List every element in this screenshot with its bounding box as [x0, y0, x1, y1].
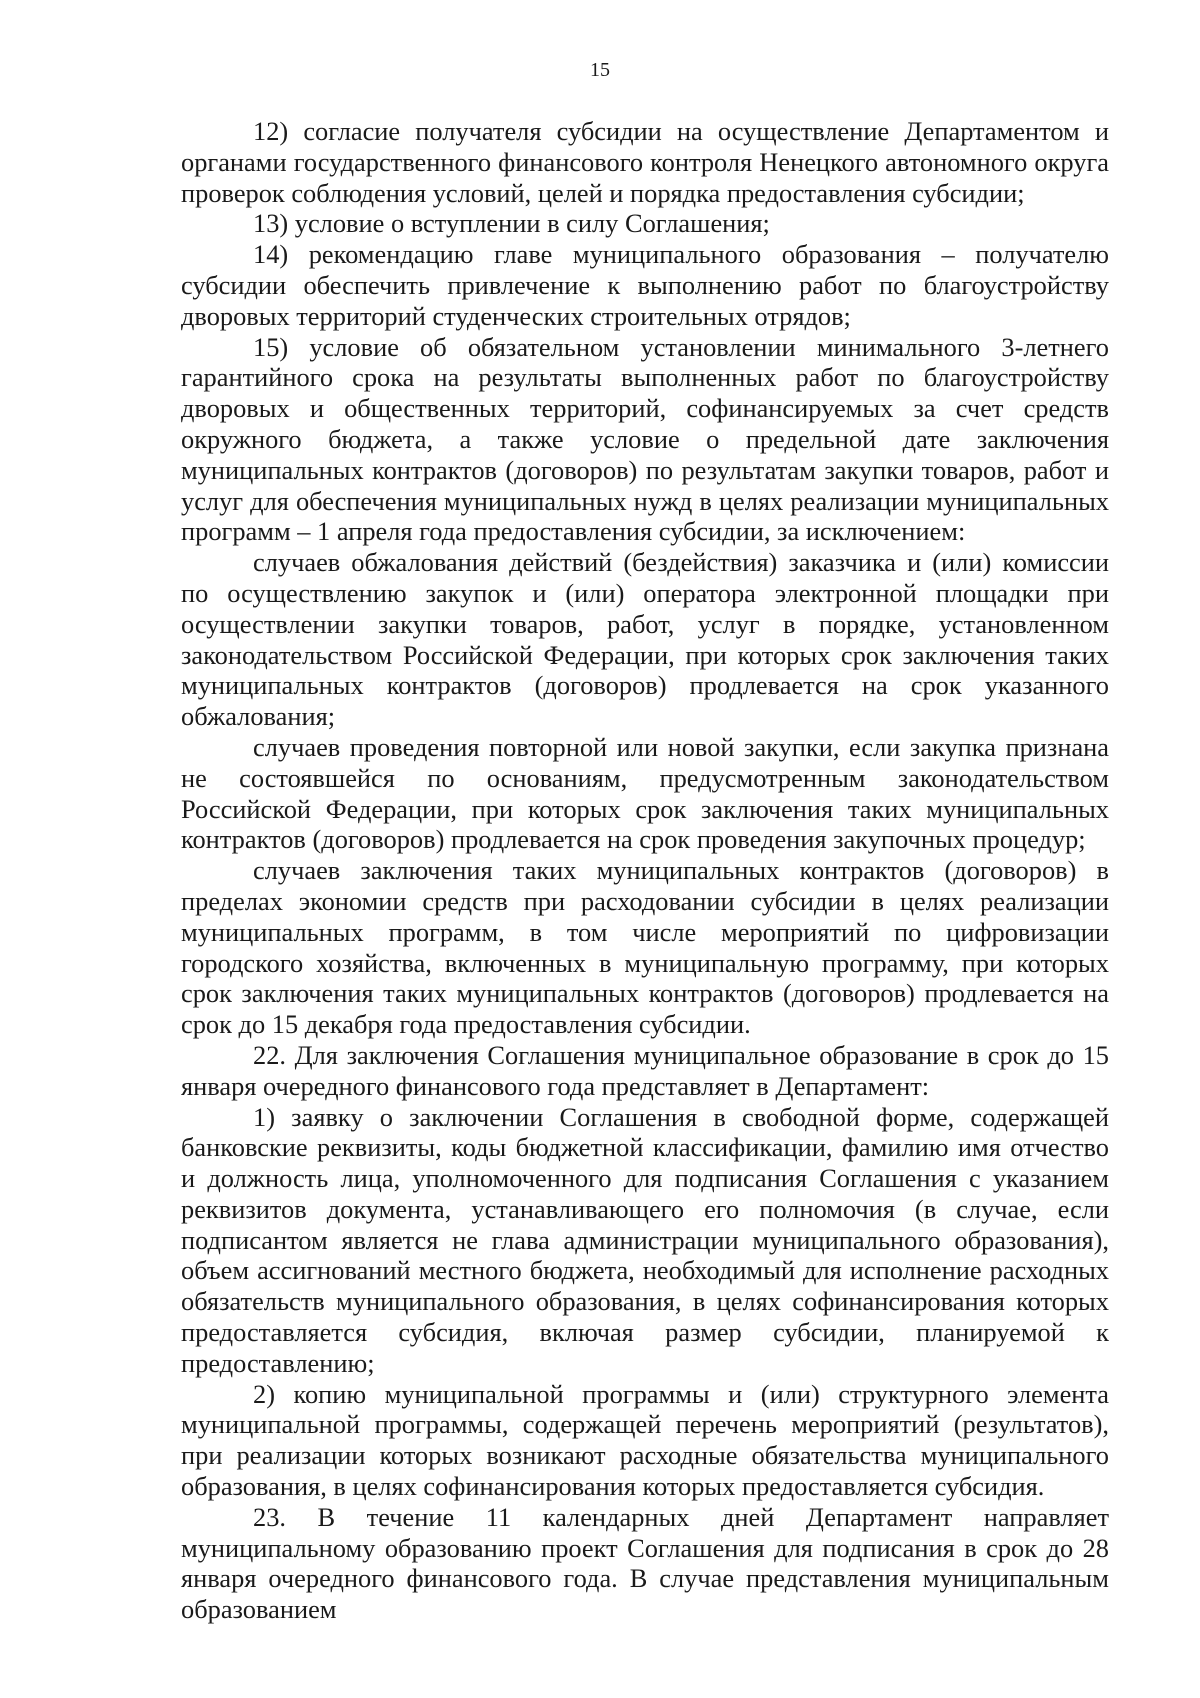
paragraph-exception-appeal: случаев обжалования действий (бездействия) заказчика и (или) комиссии по осуществлению закупок и (или) оператора электронной площадки при осуществлении закупки товаров, работ, услуг в порядке, установленном законодательством Российской Федерации, при которых срок заключения таких муниципальных контрактов (договоров) продлевается на срок указанного обжалования;	[181, 547, 1109, 732]
paragraph-clause-22-item-1: 1) заявку о заключении Соглашения в свободной форме, содержащей банковские реквизиты, коды бюджетной классификации, фамилию имя отчество и должность лица, уполномоченного для подписания Соглашения с указанием реквизитов документа, устанавливающего его полномочия (в случае, если подписантом является не глава администрации муниципального образования), объем ассигнований местного бюджета, необходимый для исполнение расходных обязательств муниципального образования, в целях софинансирования которых предоставляется субсидия, включая размер субсидии, планируемой к предоставлению;	[181, 1101, 1109, 1378]
paragraph-clause-22: 22. Для заключения Соглашения муниципальное образование в срок до 15 января очередного финансового года представляет в Департамент:	[181, 1039, 1109, 1101]
document-body	[181, 116, 1109, 1625]
page-number: 15	[590, 59, 610, 81]
paragraph-clause-23: 23. В течение 11 календарных дней Департамент направляет муниципальному образованию проект Соглашения для подписания в срок до 28 января очередного финансового года. В случае представления муниципальным образованием	[181, 1501, 1109, 1625]
paragraph-item-13: 13) условие о вступлении в силу Соглашения;	[253, 208, 770, 239]
paragraph-clause-22-item-2: 2) копию муниципальной программы и (или) структурного элемента муниципальной программы, содержащей перечень мероприятий (результатов), при реализации которых возникают расходные обязательства муниципального образования, в целях софинансирования которых предоставляется субсидия.	[181, 1378, 1109, 1502]
paragraph-exception-savings: случаев заключения таких муниципальных контрактов (договоров) в пределах экономии средств при расходовании субсидии в целях реализации муниципальных программ, в том числе мероприятий по цифровизации городского хозяйства, включенных в муниципальную программу, при которых срок заключения таких муниципальных контрактов (договоров) продлевается на срок до 15 декабря года предоставления субсидии.	[181, 855, 1109, 1040]
paragraph-item-15: 15) условие об обязательном установлении минимального 3-летнего гарантийного срока на результаты выполненных работ по благоустройству дворовых и общественных территорий, софинансируемых за счет средств окружного бюджета, а также условие о предельной дате заключения муниципальных контрактов (договоров) по результатам закупки товаров, работ и услуг для обеспечения муниципальных нужд в целях реализации муниципальных программ – 1 апреля года предоставления субсидии, за исключением:	[181, 331, 1109, 547]
paragraph-exception-repeat-procurement: случаев проведения повторной или новой закупки, если закупка признана не состоявшейся по основаниям, предусмотренным законодательством Российской Федерации, при которых срок заключения таких муниципальных контрактов (договоров) продлевается на срок проведения закупочных процедур;	[181, 731, 1109, 855]
paragraph-item-14: 14) рекомендацию главе муниципального образования – получателю субсидии обеспечить привлечение к выполнению работ по благоустройству дворовых территорий студенческих строительных отрядов;	[181, 239, 1109, 331]
paragraph-item-12: 12) согласие получателя субсидии на осуществление Департаментом и органами государственного финансового контроля Ненецкого автономного округа проверок соблюдения условий, целей и порядка предоставления субсидии;	[181, 116, 1109, 208]
